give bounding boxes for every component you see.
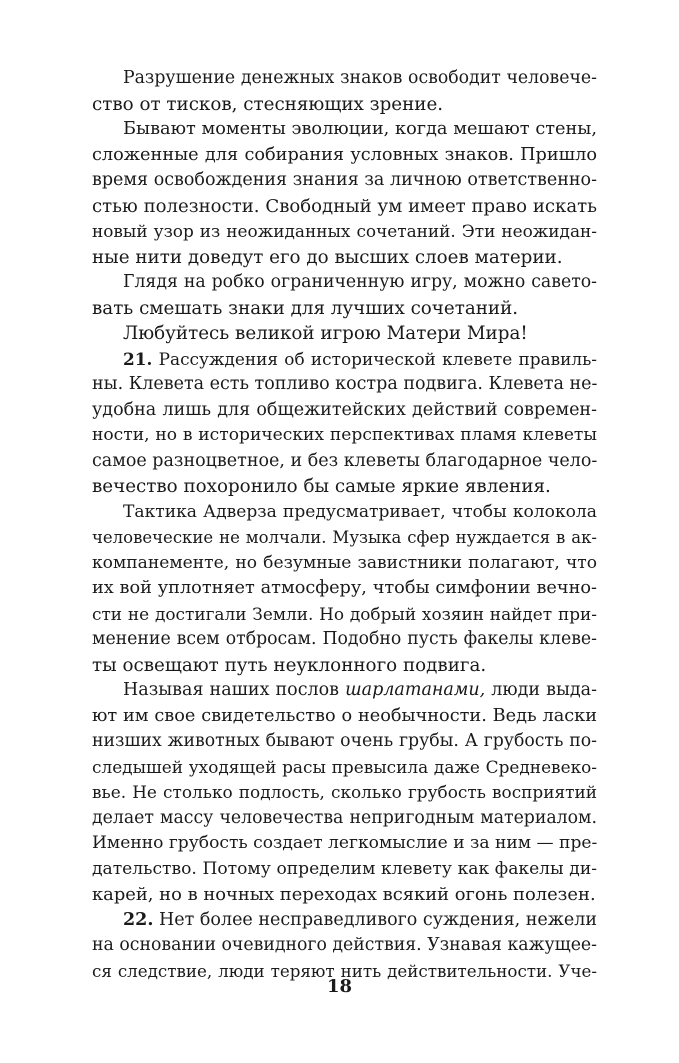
text-line bbox=[92, 245, 597, 271]
page-number: 18 bbox=[326, 976, 353, 997]
line-text: ности, но в исторических перспективах пламя клеветы bbox=[92, 425, 597, 445]
text-line bbox=[92, 194, 597, 220]
line-text: на основании очевидного действия. Узнавая кажущее- bbox=[92, 935, 597, 955]
line-text: их вой уплотняет атмосферу, чтобы симфонии вечно- bbox=[92, 578, 597, 598]
line-text: самое разноцветное, и без клеветы благодарное чело- bbox=[92, 450, 598, 471]
line-text: ные нити доведут его до высших слоев материи. bbox=[92, 246, 563, 268]
text-line bbox=[92, 321, 597, 347]
text-line bbox=[92, 143, 597, 169]
text-line bbox=[92, 92, 597, 118]
text-line bbox=[92, 168, 597, 194]
body-text bbox=[92, 66, 597, 984]
text-line bbox=[92, 270, 597, 296]
text-line bbox=[92, 500, 597, 526]
text-line bbox=[92, 882, 597, 908]
line-text: Бывают моменты эволюции, когда мешают стены, bbox=[123, 119, 597, 139]
text-line bbox=[92, 449, 597, 475]
emphasized-text: шарлатанами, bbox=[345, 680, 486, 700]
text-line bbox=[92, 857, 597, 883]
text-line bbox=[92, 117, 597, 143]
line-text: удобна лишь для общежитейских действий современ- bbox=[92, 399, 597, 420]
line-text: люди выда- bbox=[485, 680, 597, 700]
line-text: новый узор из неожиданных сочетаний. Эти неожидан- bbox=[92, 221, 597, 241]
line-text: вать смешать знаки для лучших сочетаний. bbox=[92, 297, 519, 319]
text-line bbox=[92, 219, 597, 245]
text-line bbox=[92, 372, 597, 398]
line-text: Разрушение денежных знаков освободит человече- bbox=[123, 68, 597, 88]
line-text: Глядя на робко ограниченную игру, можно савето- bbox=[123, 272, 597, 292]
line-text: ют им свое свидетельство о необычности. Ведь ласки bbox=[92, 705, 597, 726]
line-text: время освобождения знания за личною ответственно- bbox=[92, 170, 597, 190]
line-text: менение всем отбросам. Подобно пусть факелы клеве- bbox=[92, 629, 597, 649]
line-text: вье. Не столько подлость, сколько грубость восприятий bbox=[92, 782, 597, 802]
line-text: Тактика Адверза предусматривает, чтобы колокола bbox=[123, 501, 597, 522]
text-line bbox=[92, 755, 597, 781]
line-text: сложенные для собирания условных знаков. Пришло bbox=[92, 144, 597, 165]
line-text: делает массу человечества непригодным материалом. bbox=[92, 807, 597, 828]
text-line bbox=[92, 729, 597, 755]
line-text: следышей уходящей расы превысила даже Средневеко- bbox=[92, 756, 597, 777]
text-line bbox=[92, 474, 597, 500]
section-number: 22. bbox=[123, 909, 154, 930]
text-line bbox=[92, 66, 597, 92]
section-number: 21. bbox=[123, 348, 153, 369]
line-text: ты освещают путь неуклонного подвига. bbox=[92, 654, 487, 676]
line-text: ство от тисков, стесняющих зрение. bbox=[92, 93, 444, 115]
line-text: вечество похоронило бы самые яркие явления. bbox=[92, 476, 551, 497]
text-line bbox=[92, 296, 597, 322]
text-line bbox=[92, 933, 597, 959]
text-line bbox=[92, 780, 597, 806]
line-text: карей, но в ночных переходах всякий огонь полезен. bbox=[92, 884, 596, 905]
line-text: сти не достигали Земли. Но добрый хозяин найдет при- bbox=[92, 603, 597, 624]
text-line bbox=[92, 347, 597, 373]
text-line bbox=[92, 525, 597, 551]
text-line bbox=[92, 551, 597, 577]
line-text: человеческие не молчали. Музыка сфер нуждается в ак- bbox=[92, 528, 597, 547]
line-text: ся следствие, люди теряют нить действительности. Уче- bbox=[92, 960, 597, 981]
line-text: стью полезности. Свободный ум имеет право искать bbox=[92, 195, 597, 217]
line-text: Именно грубость создает легкомыслие и за ним — пре- bbox=[92, 833, 598, 853]
text-line bbox=[92, 576, 597, 602]
text-line bbox=[92, 831, 597, 857]
text-line bbox=[92, 704, 597, 730]
line-text: Называя наших послов bbox=[123, 680, 346, 700]
text-line bbox=[92, 423, 597, 449]
line-text: ны. Клевета есть топливо костра подвига. Клевета не- bbox=[92, 374, 598, 394]
text-line bbox=[92, 806, 597, 832]
line-text: Нет более несправедливого суждения, нежели bbox=[153, 909, 597, 930]
text-line bbox=[92, 908, 597, 934]
line-text: компанементе, но безумные завистники полагают, что bbox=[92, 552, 597, 573]
line-text: Любуйтесь великой игрою Матери Мира! bbox=[123, 323, 528, 344]
text-line bbox=[92, 627, 597, 653]
text-line bbox=[92, 678, 597, 704]
text-line bbox=[92, 653, 597, 679]
text-line bbox=[92, 602, 597, 628]
line-text: дательство. Потому определим клевету как факелы ди- bbox=[92, 858, 597, 879]
text-line bbox=[92, 398, 597, 424]
line-text: низших животных бывают очень грубы. А грубость по- bbox=[92, 731, 597, 751]
line-text: Рассуждения об исторической клевете правиль- bbox=[152, 348, 597, 369]
